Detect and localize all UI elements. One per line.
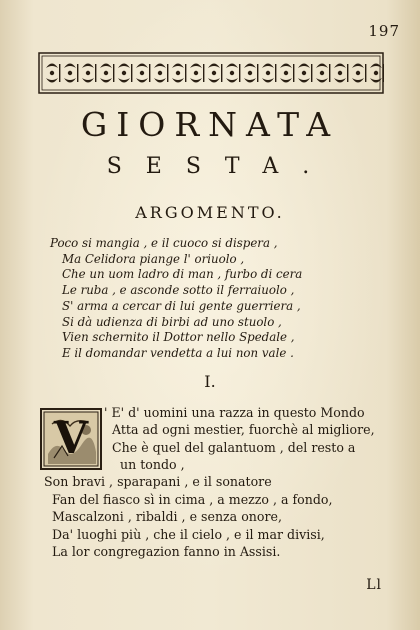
argument-line: Ma Celidora piange l' oriuolo , [62, 251, 245, 266]
stanza-number: I. [204, 372, 216, 391]
poem-line: ' E' d' uomini una razza in questo Mondo [104, 405, 365, 420]
stanza-lines-beside-cap [104, 404, 404, 473]
day-subtitle: SESTA. [106, 154, 334, 179]
argument-line: Che un uom ladro di man , furbo di cera [62, 267, 303, 282]
engraved-initial-icon [42, 410, 100, 468]
argument-line: E il domandar vendetta a lui non vale . [62, 345, 294, 360]
stanza-lines [44, 473, 404, 561]
poem-line: Son bravi , sparapani , e il sonatore [44, 474, 272, 489]
argument-line: Vien schernito il Dottor nello Spedale , [62, 330, 295, 345]
poem-line: un tondo , [120, 456, 185, 472]
poem-line: Da' luoghi più , che il cielo , e il mar divisi, [52, 526, 325, 542]
catchword: Ll [366, 577, 382, 593]
drop-cap-initial [40, 408, 102, 470]
argument-line: Poco si mangia , e il cuoco si dispera , [50, 236, 278, 250]
day-title: GIORNATA [80, 105, 340, 144]
argument-line: Le ruba , e asconde sotto il ferraiuolo , [62, 283, 295, 298]
argument-verse [50, 236, 390, 362]
poem-line: Atta ad ogni mestier, fuorchè al migliore, [112, 422, 375, 438]
drop-cap-letter: V [53, 413, 89, 464]
page-number: 197 [368, 22, 400, 40]
poem-line: Che è quel del galantuom , del resto a [112, 439, 356, 455]
poem-line: Fan del fiasco sì in cima , a mezzo , a fondo, [52, 491, 333, 507]
argument-line: Si dà udienza di birbi ad uno stuolo , [62, 314, 282, 329]
argument-heading: ARGOMENTO. [135, 203, 285, 222]
ornament-headpiece-icon [38, 52, 384, 94]
poem-line: La lor congregazion fanno in Assisi. [52, 544, 281, 560]
argument-line: S' arma a cercar di lui gente guerriera , [62, 298, 301, 313]
poem-line: Mascalzoni , ribaldi , e senza onore, [52, 509, 282, 525]
